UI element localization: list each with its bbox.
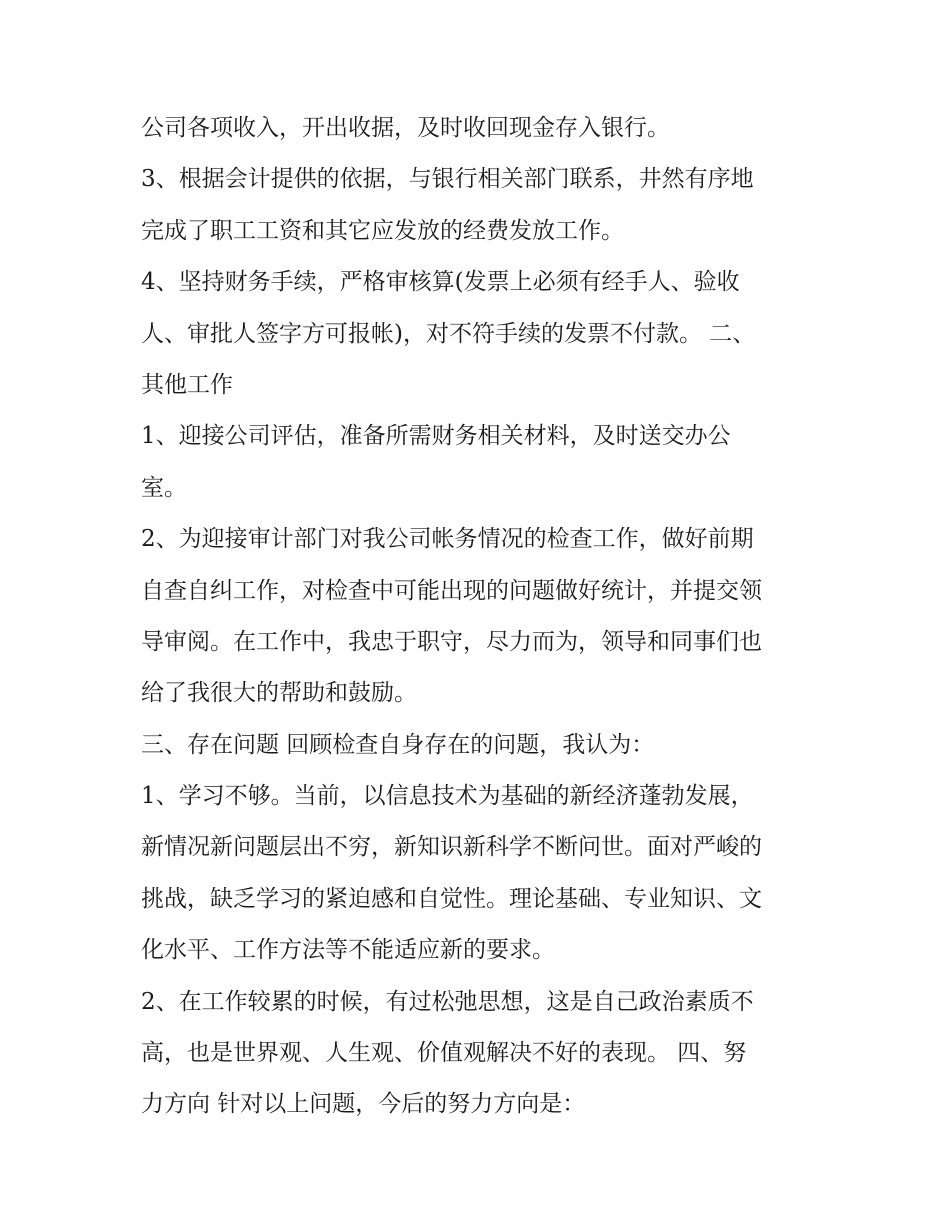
text-line: 人、审批人签字方可报帐)，对不符手续的发票不付款。 二、 xyxy=(141,320,756,347)
text-line: 4、坚持财务手续，严格审核算(发票上必须有经手人、验收 xyxy=(141,269,740,296)
text-line: 导审阅。在工作中，我忠于职守，尽力而为，领导和同事们也 xyxy=(141,628,762,655)
text-line: 完成了职工工资和其它应发放的经费发放工作。 xyxy=(141,217,624,244)
text-line: 自查自纠工作，对检查中可能出现的问题做好统计，并提交领 xyxy=(141,577,762,604)
text-line: 3、根据会计提供的依据，与银行相关部门联系，井然有序地 xyxy=(141,166,754,193)
text-line: 公司各项收入，开出收据，及时收回现金存入银行。 xyxy=(141,115,670,141)
text-line: 挑战，缺乏学习的紧迫感和自觉性。理论基础、专业知识、文 xyxy=(141,885,762,912)
document-body xyxy=(141,103,831,1131)
text-line: 力方向 针对以上问题，今后的努力方向是： xyxy=(141,1091,586,1118)
text-line: 2、为迎接审计部门对我公司帐务情况的检查工作，做好前期 xyxy=(141,526,754,553)
text-line: 给了我很大的帮助和鼓励。 xyxy=(141,680,417,707)
text-line: 化水平、工作方法等不能适应新的要求。 xyxy=(141,937,555,964)
text-line: 室。 xyxy=(141,474,187,501)
text-line: 1、迎接公司评估，准备所需财务相关材料，及时送交办公 xyxy=(141,423,731,450)
text-line: 1、学习不够。当前，以信息技术为基础的新经济蓬勃发展， xyxy=(141,783,754,810)
section-heading: 三、存在问题 回顾检查自身存在的问题，我认为： xyxy=(141,731,655,758)
section-heading: 其他工作 xyxy=(141,371,233,398)
text-line: 新情况新问题层出不穷，新知识新科学不断问世。面对严峻的 xyxy=(141,834,762,861)
text-line: 高，也是世界观、人生观、价值观解决不好的表现。 四、努 xyxy=(141,1040,747,1067)
text-line: 2、在工作较累的时候，有过松弛思想，这是自己政治素质不 xyxy=(141,988,754,1015)
